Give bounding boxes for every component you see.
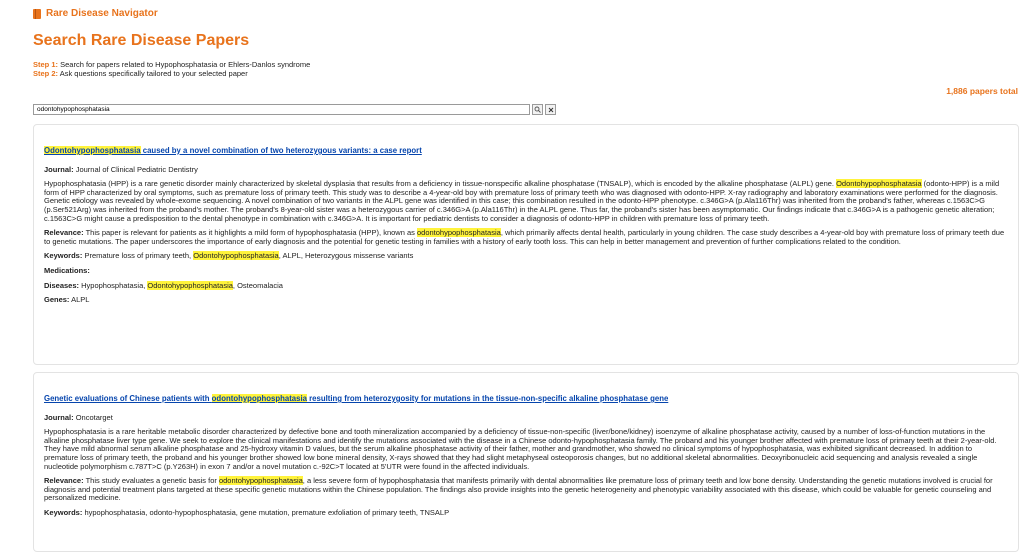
paper-card xyxy=(33,124,1019,365)
journal-value: Journal of Clinical Pediatric Dentistry xyxy=(75,164,198,174)
step-label: Step 2: xyxy=(33,69,59,78)
step-text: Ask questions specifically tailored to your selected paper xyxy=(59,69,248,78)
medications-label: Medications: xyxy=(44,265,90,275)
paper-abstract xyxy=(44,180,1008,223)
paper-medications xyxy=(44,267,1008,276)
keywords-text: hypophosphatasia, odonto-hypophosphatasia, gene mutation, premature exfoliation of primary teeth, TNSALP xyxy=(84,507,450,517)
paper-journal xyxy=(44,166,1008,175)
relevance-text: , a less severe form of hypophosphatasia that manifests primarily with dental abnormalities like premature loss of primary teeth and low bone density. Understanding the genetic mutations involved is crucial for diagnosis and potential treatment plans targeted at these specific genetic mutations within the Chinese population. The findings also provide insights into the genetic heterogeneity and phenotypic variability associated with this disease, which could be valuable for genetic counseling and personalized medicine. xyxy=(44,476,993,503)
close-icon xyxy=(548,107,554,113)
relevance-label: Relevance: xyxy=(44,476,84,486)
paper-journal xyxy=(44,414,1008,423)
search-icon xyxy=(534,106,541,113)
page-title: Search Rare Disease Papers xyxy=(33,32,250,49)
paper-relevance xyxy=(44,229,1008,246)
paper-keywords xyxy=(44,509,1008,518)
app-brand xyxy=(33,8,158,19)
keywords-text: , ALPL, Heterozygous missense variants xyxy=(278,251,414,261)
step-2 xyxy=(33,69,310,78)
paper-relevance xyxy=(44,477,1008,503)
diseases-label: Diseases: xyxy=(44,280,80,290)
paper-title-link[interactable] xyxy=(44,395,1008,404)
search-highlight: Odontohypophosphatasia xyxy=(147,280,233,290)
paper-card xyxy=(33,372,1019,552)
paper-genes xyxy=(44,296,1008,305)
paper-abstract: Hypophosphatasia is a rare heritable metabolic disorder characterized by defective bone and tooth mineralization accompanied by a deficiency of tissue-non-specific (liver/bone/kidney) isoenzyme of alkaline phosphatase activity, caused by a number of loss-of-function mutations in the alkaline phosphatase liver type gene. We seek to explore the clinical manifestations and identify the mutations associated with the disease in a Chinese odonto-hypophosphatasia family. The proband and his younger brother affected with premature loss of primary teeth at their 2-year-old. They have mild abnormal serum alkaline phosphatase and 25-hydroxy vitamin D values, but the serum alkaline phosphatase activity of their father, mother and grandmother, who showed no clinical symptoms of hypophosphatasia, was exhibited significant decreased. In addition to premature loss of primary teeth, the proband and his younger brother showed low bone mineral density, X-rays showed that they had slight metaphyseal osteoporosis changes, but no additional skeletal abnormalities. Deoxyribonucleic acid sequencing and analysis revealed a single nucleotide polymorphism c.787T>C (p.Y263H) in exon 7 and/or a novel mutation c.-92C>T located at 5'UTR were found in the affected individuals. xyxy=(44,427,997,471)
search-highlight: odontohypophosphatasia xyxy=(218,476,303,486)
abstract-text: (odonto-HPP) is a mild form of HPP characterized by oral symptoms, such as premature loss of primary teeth. This study was to describe a 4-year-old boy with premature loss of primary teeth who was diagnosed with odonto-HPP. X-ray radiography and laboratory examinations were performed for the diagnosis. Genetic etiology was revealed by whole-exome sequencing. A novel combination of two variants in the ALPL gene was identified in this case; this combination resulted in the odonto-HPP phenotype. c.346G>A (p.Ala116Thr) was inherited from the proband's father, whereas c.1563C>G (p.Ser521Arg) was inherited from the proband's mother. The proband's 8-year-old sister was a heterozygous carrier of c.346G>A (p.Ala116Thr) in the ALPL gene. Thus far, the proband's sister has been asymptomatic. Our findings indicate that c.346G>A is a pathogenic genetic alteration; c.1563C>G might cause a predisposition to the dental phenotype in combination with c.346G>A. It is important for pediatric dentists to consider a diagnosis of odonto-HPP in children with premature loss of primary teeth. xyxy=(44,179,1000,223)
search-highlight: Odontohypophosphatasia xyxy=(44,146,141,155)
search-bar xyxy=(33,104,556,115)
relevance-text: This paper is relevant for patients as it highlights a mild form of hypophosphatasia (HPP), known as xyxy=(85,228,417,238)
book-icon xyxy=(33,9,41,19)
search-highlight: Odontohypophosphatasia xyxy=(193,251,279,261)
journal-label: Journal: xyxy=(44,412,74,422)
step-1 xyxy=(33,60,310,69)
app-name: Rare Disease Navigator xyxy=(46,8,158,19)
paper-title-text: caused by a novel combination of two heterozygous variants: a case report xyxy=(140,146,422,155)
paper-title-link[interactable] xyxy=(44,147,1008,156)
paper-keywords xyxy=(44,252,1008,261)
relevance-label: Relevance: xyxy=(44,228,84,238)
paper-title-text: resulting from heterozygosity for mutations in the tissue-non-specific alkaline phosphatase gene xyxy=(306,394,669,403)
genes-label: Genes: xyxy=(44,295,70,305)
papers-total-count: 1,886 papers total xyxy=(946,86,1018,96)
steps-instructions xyxy=(33,60,310,78)
keywords-label: Keywords: xyxy=(44,507,83,517)
abstract-text: Hypophosphatasia (HPP) is a rare genetic disorder mainly characterized by skeletal dysplasia that results from a deficiency in tissue-nonspecific alkaline phosphatase (TNSALP), which is encoded by the alkaline phosphatase (ALPL) gene. xyxy=(44,179,834,189)
search-input[interactable] xyxy=(33,104,530,115)
genes-value: ALPL xyxy=(71,295,90,305)
search-highlight: odontohypophosphatasia xyxy=(416,228,501,238)
journal-label: Journal: xyxy=(44,164,74,174)
keywords-label: Keywords: xyxy=(44,251,83,261)
relevance-text: , which primarily affects dental health, particularly in young children. The case study describes a 4-year-old boy with premature loss of primary teeth due to genetic mutations. The paper underscores the importance of early diagnosis and the potential for genetic testing in families with a history of early tooth loss. This can help in better management and prevention of further complications related to the condition. xyxy=(44,228,1005,246)
paper-title-text: Genetic evaluations of Chinese patients with xyxy=(44,394,212,403)
search-highlight: Odontohypophosphatasia xyxy=(836,179,922,189)
search-button[interactable] xyxy=(532,104,543,115)
keywords-text: Premature loss of primary teeth, xyxy=(84,251,194,261)
paper-diseases xyxy=(44,282,1008,291)
journal-value: Oncotarget xyxy=(75,412,113,422)
diseases-text: , Osteomalacia xyxy=(232,280,283,290)
step-text: Search for papers related to Hypophosphatasia or Ehlers-Danlos syndrome xyxy=(60,60,311,69)
relevance-text: This study evaluates a genetic basis for xyxy=(85,476,219,486)
step-label: Step 1: xyxy=(33,60,59,69)
clear-search-button[interactable] xyxy=(545,104,556,115)
search-highlight: odontohypophosphatasia xyxy=(211,394,307,403)
diseases-text: Hypophosphatasia, xyxy=(81,280,148,290)
